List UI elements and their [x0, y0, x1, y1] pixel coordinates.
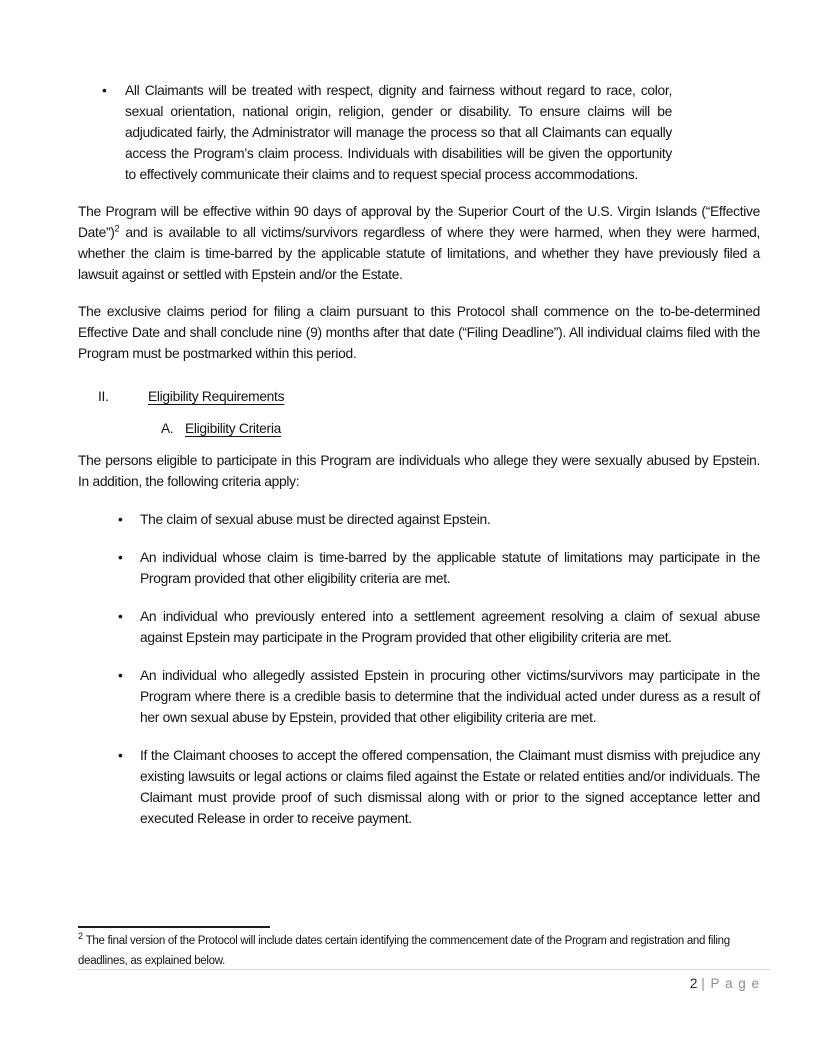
paragraph-persons-eligible: The persons eligible to participate in this Program are individuals who allege they were sexually abused by Epstein. In addition, the following criteria apply:	[78, 453, 760, 489]
footnote-area	[78, 926, 770, 971]
footer-rule	[78, 969, 770, 970]
criteria-bullet-text: An individual who previously entered into a settlement agreement resolving a claim of sexual abuse against Epstein may participate in the Program provided that other eligibility criteria are met.	[140, 609, 760, 645]
subsection-title: Eligibility Criteria	[185, 421, 281, 436]
footnote-text	[78, 932, 762, 971]
paragraph-text: The Program will be effective within 90 days of approval by the Superior Court of the U.S. Virgin Islands (“Effective Date”)	[78, 204, 760, 240]
criteria-bullet-item	[78, 509, 760, 530]
bullet-icon: •	[118, 512, 123, 527]
section-number: II.	[98, 389, 109, 404]
criteria-bullet-text: An individual whose claim is time-barred by the applicable statute of limitations may participate in the Program provided that other eligibility criteria are met.	[140, 550, 760, 586]
criteria-bullet-text: The claim of sexual abuse must be directed against Epstein.	[140, 512, 491, 527]
subsection-heading-eligibility-criteria	[161, 418, 760, 439]
paragraph-text: and is available to all victims/survivors regardless of where they were harmed, when they were harmed, whether the claim is time-barred by the applicable statute of limitations, and whether they have previously filed a lawsuit against or settled with Epstein and/or the Estate.	[78, 225, 760, 282]
criteria-bullet-text: An individual who allegedly assisted Epstein in procuring other victims/survivors may participate in the Program where there is a credible basis to determine that the individual acted under duress as a result of her own sexual abuse by Epstein, provided that other eligibility criteria are met.	[140, 668, 760, 725]
footnote-separator-rule	[78, 926, 270, 928]
bullet-icon: •	[118, 550, 123, 565]
bullet-icon: •	[118, 609, 123, 624]
intro-bullet-text: All Claimants will be treated with respect, dignity and fairness without regard to race, color, sexual orientation, national origin, religion, gender or disability. To ensure claims will be adjudicated fairly, the Administrator will manage the process so that all Claimants can equally access the Program’s claim process. Individuals with disabilities will be given the opportunity to effectively communicate their claims and to request special process accommodations.	[125, 83, 672, 182]
section-title: Eligibility Requirements	[148, 389, 285, 404]
page-number: 2	[689, 976, 698, 991]
footnote-body: The final version of the Protocol will include dates certain identifying the commencement date of the Program and registration and filing deadlines, as explained below.	[78, 935, 730, 967]
bullet-icon: •	[102, 83, 107, 98]
criteria-bullet-text: If the Claimant chooses to accept the offered compensation, the Claimant must dismiss with prejudice any existing lawsuits or legal actions or claims filed against the Estate or related entities and/or individuals. The Claimant must provide proof of such dismissal along with or prior to the signed acceptance letter and executed Release in order to receive payment.	[140, 748, 760, 826]
criteria-bullet-item	[78, 547, 760, 589]
criteria-bullet-item	[78, 665, 760, 728]
criteria-bullet-item	[78, 745, 760, 829]
section-heading-eligibility-requirements	[98, 386, 760, 407]
criteria-bullet-item	[78, 606, 760, 648]
page-footer	[690, 973, 760, 994]
subsection-letter: A.	[161, 421, 174, 436]
bullet-icon: •	[118, 668, 123, 683]
footnote-reference-2: 2	[114, 223, 120, 234]
paragraph-program-effective	[78, 201, 760, 285]
intro-bullet-item	[102, 80, 672, 185]
bullet-icon: •	[118, 748, 123, 763]
paragraph-claims-period: The exclusive claims period for filing a claim pursuant to this Protocol shall commence on the to-be-determined Effective Date and shall conclude nine (9) months after that date (“Filing Deadline”). All individual claims filed with the Program must be postmarked within this period.	[78, 304, 760, 361]
footnote-number: 2	[78, 931, 84, 942]
page-label: | P a g e	[701, 976, 760, 991]
